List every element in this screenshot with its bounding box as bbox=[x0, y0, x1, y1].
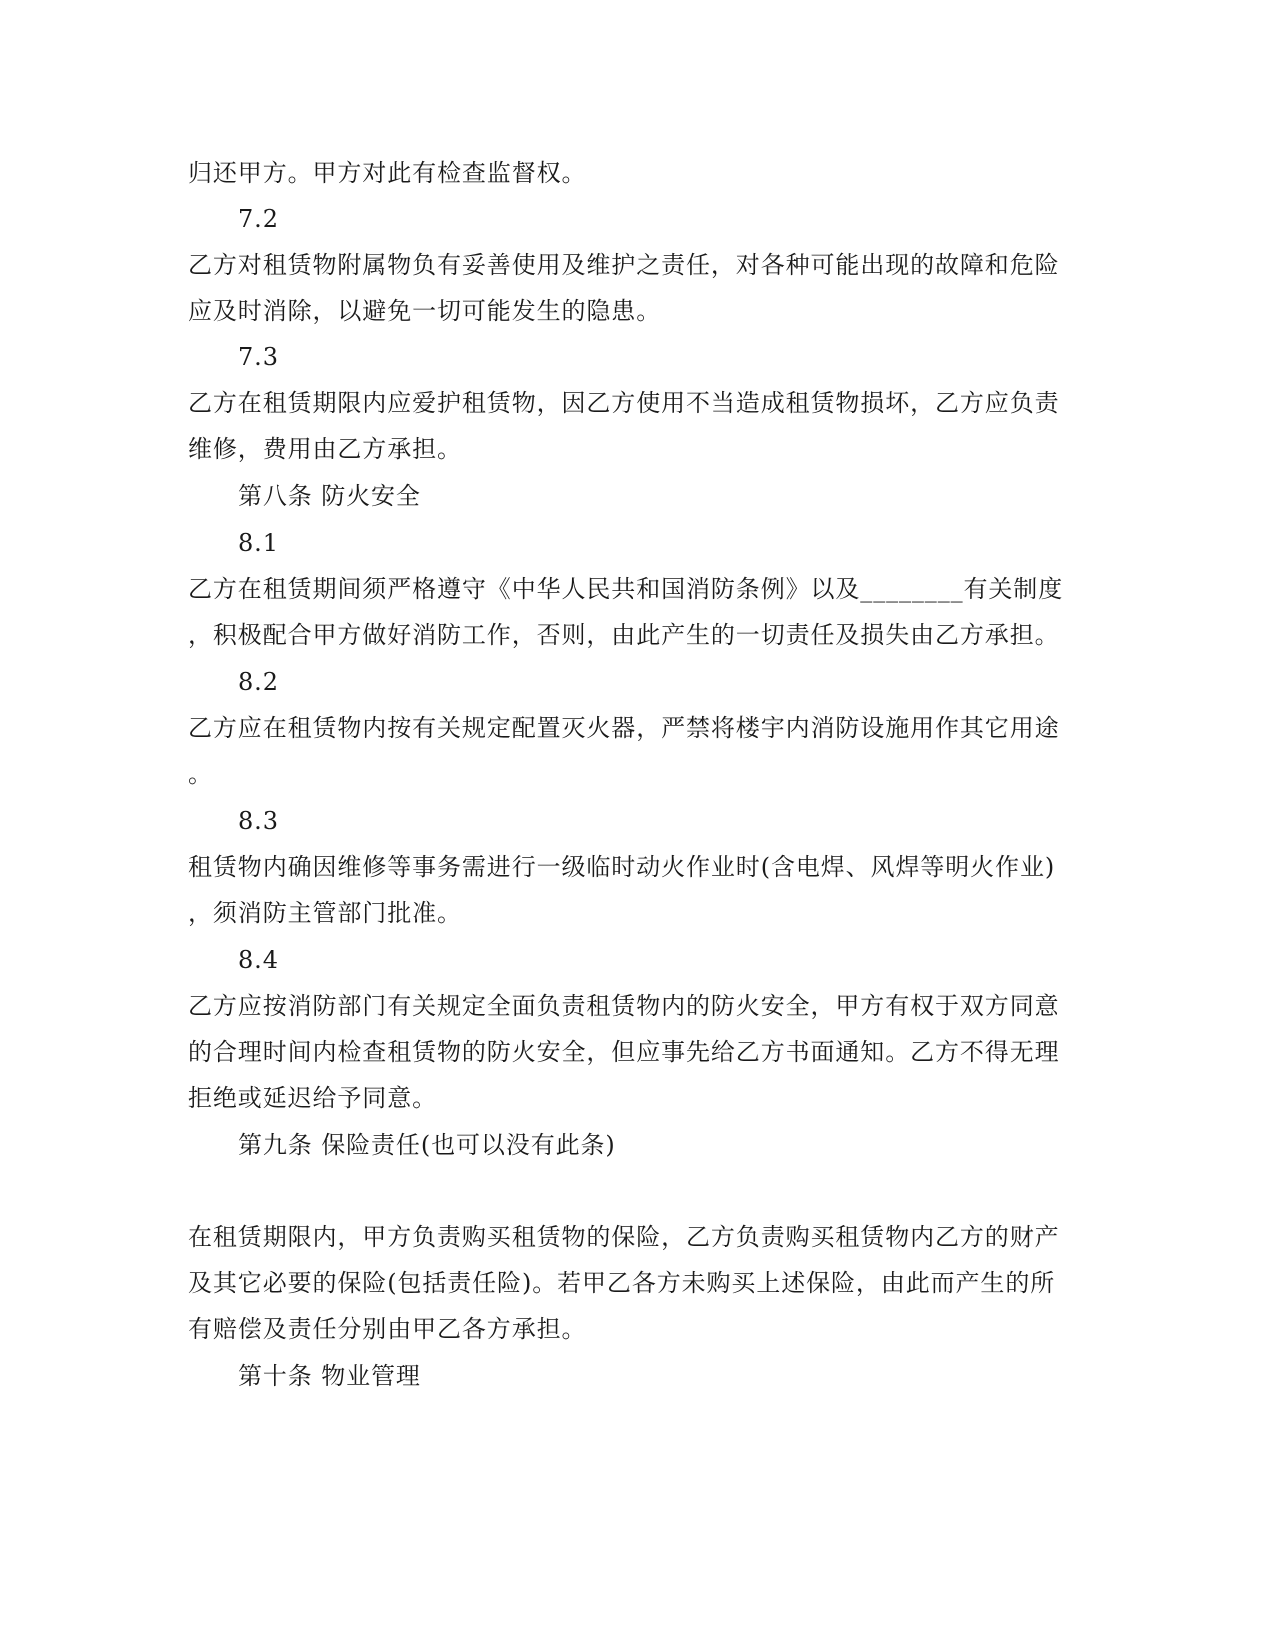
body-text-line: 及其它必要的保险(包括责任险)。若甲乙各方未购买上述保险，由此而产生的所 bbox=[188, 1269, 1056, 1297]
body-text-line: 在租赁期限内，甲方负责购买租赁物的保险，乙方负责购买租赁物内乙方的财产 bbox=[188, 1223, 1060, 1251]
clause-number: 7.2 bbox=[238, 205, 279, 233]
body-text-line: 维修，费用由乙方承担。 bbox=[188, 435, 462, 463]
body-text-line: 乙方在租赁期间须严格遵守《中华人民共和国消防条例》以及________有关制度 bbox=[188, 575, 1064, 603]
body-text-line: 乙方应按消防部门有关规定全面负责租赁物内的防火安全，甲方有权于双方同意 bbox=[188, 992, 1060, 1020]
body-text-line: 归还甲方。甲方对此有检查监督权。 bbox=[188, 159, 587, 187]
body-text-line: 应及时消除，以避免一切可能发生的隐患。 bbox=[188, 297, 662, 325]
article-heading: 第十条 物业管理 bbox=[238, 1362, 421, 1390]
clause-number: 7.3 bbox=[238, 343, 279, 371]
body-text-line: 。 bbox=[188, 760, 213, 788]
body-text-line: 乙方应在租赁物内按有关规定配置灭火器，严禁将楼宇内消防设施用作其它用途 bbox=[188, 714, 1060, 742]
body-text-line: ，积极配合甲方做好消防工作，否则，由此产生的一切责任及损失由乙方承担。 bbox=[188, 621, 1060, 649]
clause-number: 8.4 bbox=[238, 946, 279, 974]
article-heading: 第八条 防火安全 bbox=[238, 482, 421, 510]
clause-number: 8.2 bbox=[238, 668, 279, 696]
body-text-line: 乙方对租赁物附属物负有妥善使用及维护之责任，对各种可能出现的故障和危险 bbox=[188, 251, 1060, 279]
clause-number: 8.3 bbox=[238, 807, 279, 835]
body-text-line: 乙方在租赁期限内应爱护租赁物，因乙方使用不当造成租赁物损坏，乙方应负责 bbox=[188, 389, 1060, 417]
article-heading: 第九条 保险责任(也可以没有此条) bbox=[238, 1131, 616, 1159]
body-text-line: 拒绝或延迟给予同意。 bbox=[188, 1084, 437, 1112]
body-text-line: 有赔偿及责任分别由甲乙各方承担。 bbox=[188, 1315, 587, 1343]
clause-number: 8.1 bbox=[238, 529, 279, 557]
body-text-line: 的合理时间内检查租赁物的防火安全，但应事先给乙方书面通知。乙方不得无理 bbox=[188, 1038, 1060, 1066]
body-text-line: 租赁物内确因维修等事务需进行一级临时动火作业时(含电焊、风焊等明火作业) bbox=[188, 853, 1056, 881]
body-text-line: ，须消防主管部门批准。 bbox=[188, 899, 462, 927]
